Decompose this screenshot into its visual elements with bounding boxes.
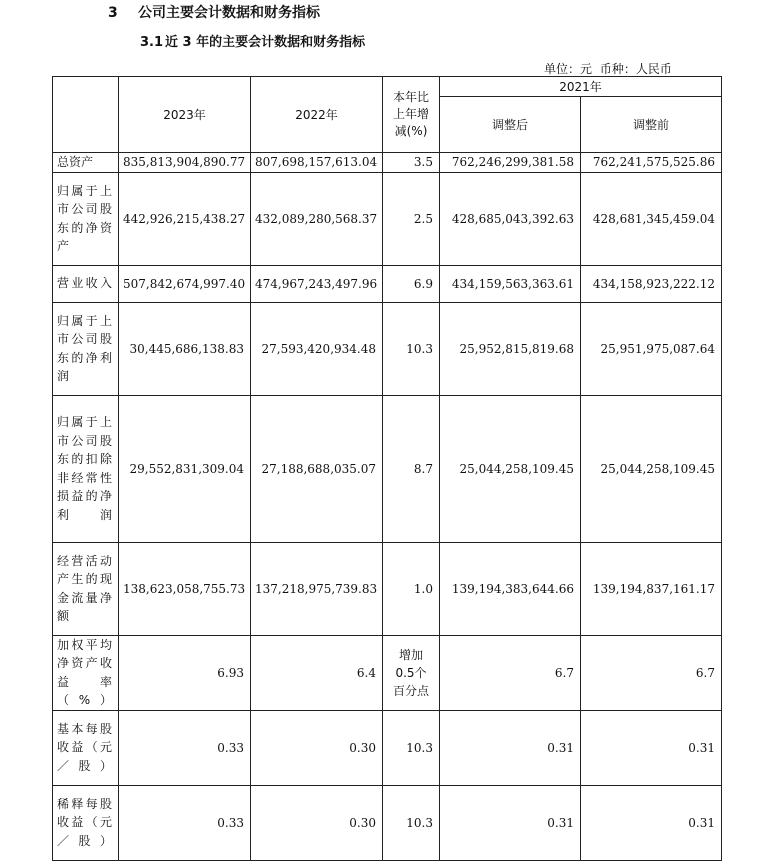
value-change: 增加0.5个百分点 <box>383 635 440 710</box>
unit-label: 单位：元 <box>544 62 593 76</box>
value-2021-before: 6.7 <box>581 635 722 710</box>
value-change: 2.5 <box>383 172 440 265</box>
table-row <box>53 635 722 710</box>
value-2023: 6.93 <box>119 635 251 710</box>
table-row <box>53 710 722 785</box>
value-2023: 835,813,904,890.77 <box>119 153 251 173</box>
value-2021-before: 434,158,923,222.12 <box>581 265 722 302</box>
table-row <box>53 172 722 265</box>
value-2022: 137,218,975,739.83 <box>251 542 383 635</box>
value-2022: 432,089,280,568.37 <box>251 172 383 265</box>
value-2021-before: 428,681,345,459.04 <box>581 172 722 265</box>
value-2023: 507,842,674,997.40 <box>119 265 251 302</box>
row-label: 归属于上市公司股东的净资产 <box>53 172 119 265</box>
table-row <box>53 302 722 395</box>
table-row <box>53 542 722 635</box>
currency-label: 币种：人民币 <box>599 62 672 76</box>
row-label: 营业收入 <box>53 265 119 302</box>
subsection-number: 3.1 <box>140 35 164 50</box>
value-2021-before: 0.31 <box>581 710 722 785</box>
unit-currency-line <box>544 60 676 77</box>
value-2023: 30,445,686,138.83 <box>119 302 251 395</box>
financial-data-table <box>52 76 722 861</box>
value-2023: 138,623,058,755.73 <box>119 542 251 635</box>
row-label: 归属于上市公司股东的净利润 <box>53 302 119 395</box>
header-2021: 2021年 <box>440 77 722 97</box>
value-2021-after: 25,044,258,109.45 <box>440 395 581 542</box>
value-2022: 0.30 <box>251 710 383 785</box>
table-row <box>53 265 722 302</box>
value-2023: 0.33 <box>119 785 251 860</box>
value-2023: 442,926,215,438.27 <box>119 172 251 265</box>
value-change: 10.3 <box>383 302 440 395</box>
value-2023: 29,552,831,309.04 <box>119 395 251 542</box>
value-change: 8.7 <box>383 395 440 542</box>
value-2021-after: 428,685,043,392.63 <box>440 172 581 265</box>
row-label: 经营活动产生的现金流量净额 <box>53 542 119 635</box>
header-adjusted-after: 调整后 <box>440 97 581 153</box>
value-change: 1.0 <box>383 542 440 635</box>
row-label: 稀释每股收益（元／股） <box>53 785 119 860</box>
header-2022: 2022年 <box>251 77 383 153</box>
row-label: 归属于上市公司股东的扣除非经常性损益的净利润 <box>53 395 119 542</box>
table-row <box>53 785 722 860</box>
value-2022: 6.4 <box>251 635 383 710</box>
table-row <box>53 395 722 542</box>
value-2022: 0.30 <box>251 785 383 860</box>
row-label: 总资产 <box>53 153 119 173</box>
subsection-heading <box>140 31 365 50</box>
section-title: 公司主要会计数据和财务指标 <box>138 5 320 21</box>
value-2021-after: 434,159,563,363.61 <box>440 265 581 302</box>
row-label: 加权平均净资产收益率（%） <box>53 635 119 710</box>
header-change: 本年比上年增减(%) <box>383 77 440 153</box>
value-2021-before: 139,194,837,161.17 <box>581 542 722 635</box>
value-2021-after: 0.31 <box>440 710 581 785</box>
value-2021-after: 0.31 <box>440 785 581 860</box>
row-label: 基本每股收益（元／股） <box>53 710 119 785</box>
value-2021-after: 25,952,815,819.68 <box>440 302 581 395</box>
value-2021-after: 762,246,299,381.58 <box>440 153 581 173</box>
header-row-1 <box>53 77 722 97</box>
value-2021-after: 6.7 <box>440 635 581 710</box>
value-change: 10.3 <box>383 785 440 860</box>
value-change: 10.3 <box>383 710 440 785</box>
header-2023: 2023年 <box>119 77 251 153</box>
table-row <box>53 153 722 173</box>
subsection-title: 近 3 年的主要会计数据和财务指标 <box>165 35 366 50</box>
value-2022: 474,967,243,497.96 <box>251 265 383 302</box>
value-2023: 0.33 <box>119 710 251 785</box>
value-2021-before: 25,951,975,087.64 <box>581 302 722 395</box>
value-2022: 27,593,420,934.48 <box>251 302 383 395</box>
header-corner-cell <box>53 77 119 153</box>
value-2021-before: 0.31 <box>581 785 722 860</box>
value-2021-before: 762,241,575,525.86 <box>581 153 722 173</box>
value-2022: 27,188,688,035.07 <box>251 395 383 542</box>
value-2021-after: 139,194,383,644.66 <box>440 542 581 635</box>
value-2022: 807,698,157,613.04 <box>251 153 383 173</box>
value-change: 3.5 <box>383 153 440 173</box>
header-adjusted-before: 调整前 <box>581 97 722 153</box>
section-number: 3 <box>108 5 118 21</box>
value-2021-before: 25,044,258,109.45 <box>581 395 722 542</box>
value-change: 6.9 <box>383 265 440 302</box>
section-heading <box>108 2 320 22</box>
